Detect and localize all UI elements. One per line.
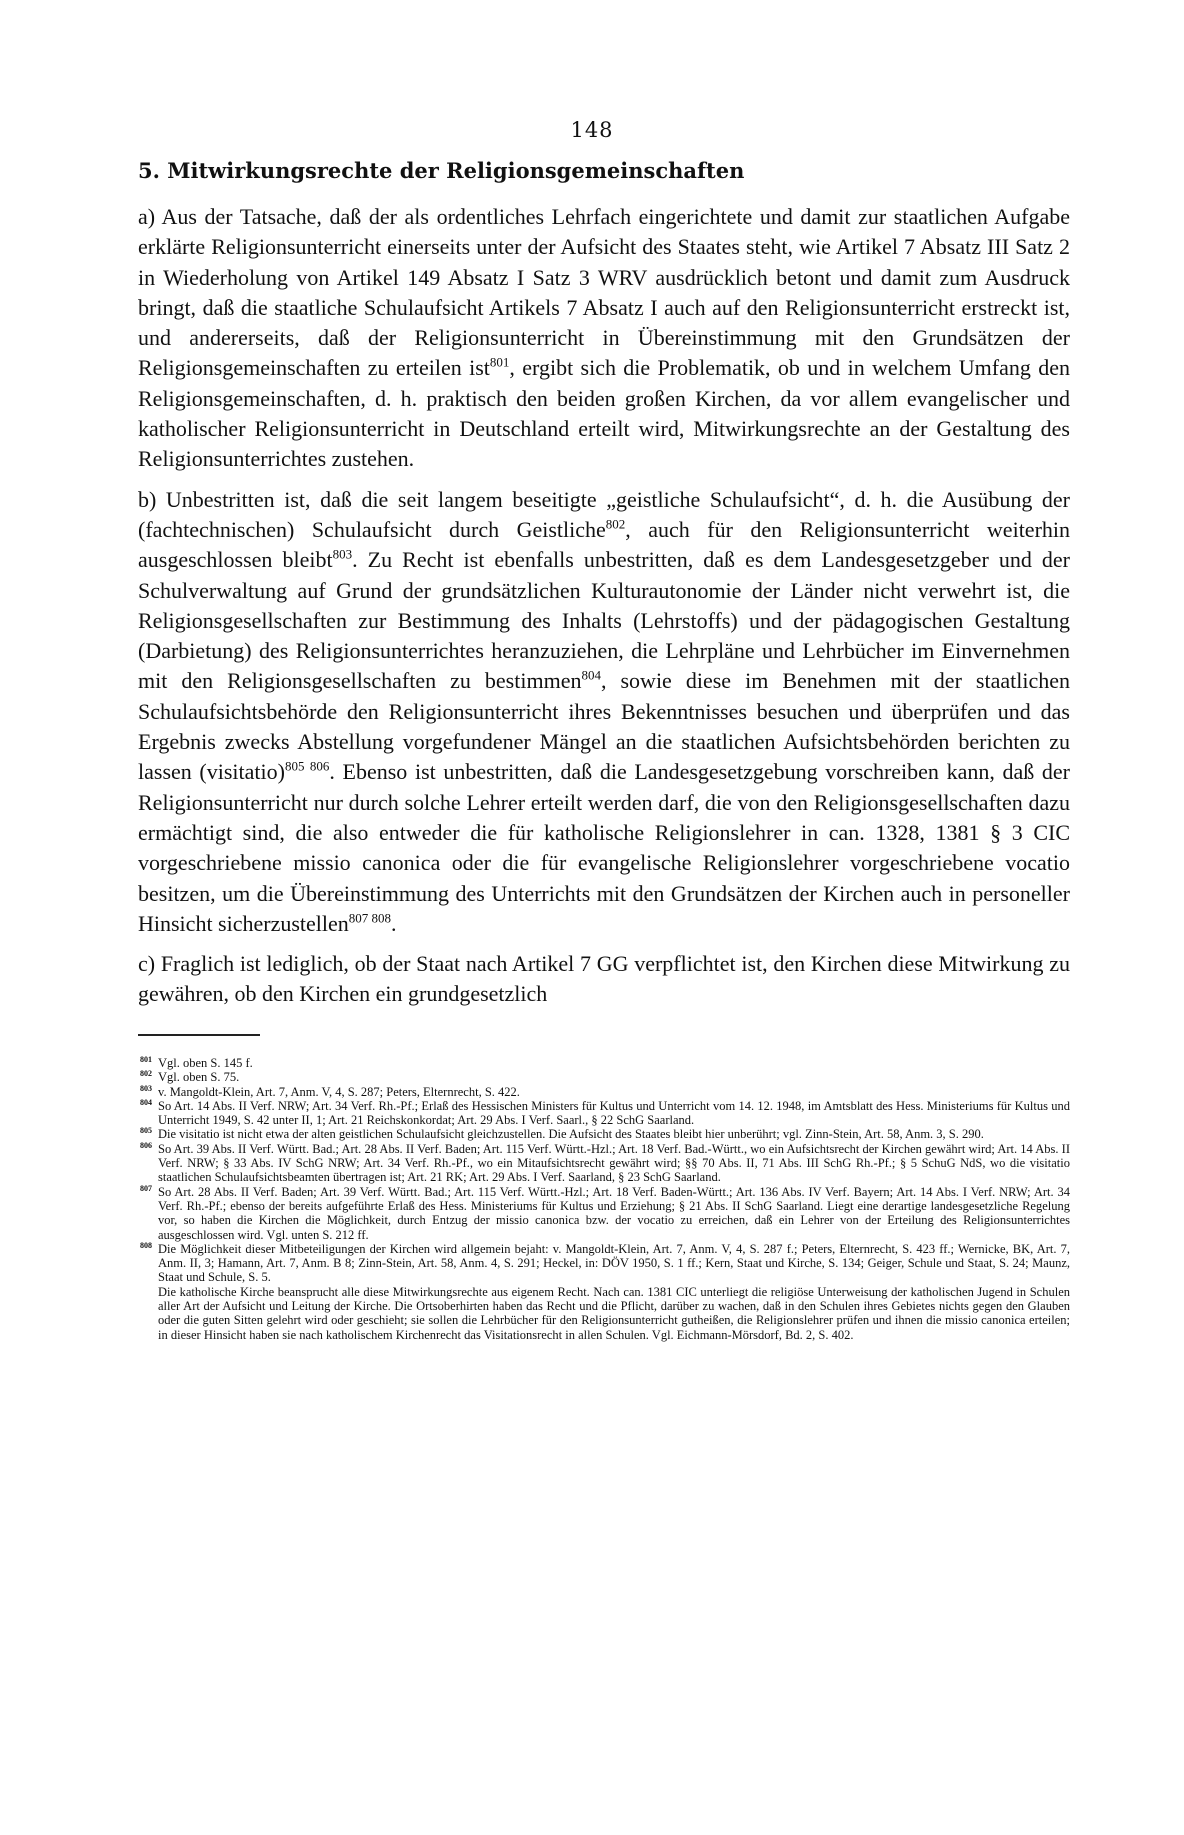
footnote-number: 807 — [140, 1183, 152, 1193]
paragraph-text: b) Unbestritten ist, daß die seit langem beseitigte „geistliche Schulaufsicht“, d. h. die Ausübung der (fachtechnischen) Schulaufsicht durch Geistliche — [138, 486, 1070, 542]
footnote — [140, 1185, 1070, 1242]
footnote-reference[interactable]: 805 806 — [284, 759, 330, 775]
footnote-number: 806 — [140, 1140, 152, 1150]
footnote-text: So Art. 14 Abs. II Verf. NRW; Art. 34 Verf. Rh.-Pf.; Erlaß des Hessischen Ministers für Kultus und Unterricht vom 14. 12. 1948, im Amtsblatt des Hess. Ministeriums für Kultus und Unterricht 1949, S. 42 unter II, 1; Art. 21 Reichskonkordat; Art. 29 Abs. I Verf. Saarl., § 22 SchG Saarland. — [158, 1098, 1070, 1128]
paragraph-text: , auch für den Religionsunterricht weiterhin ausgeschlossen bleibt — [138, 516, 1071, 573]
body-text — [138, 202, 1070, 1020]
footnote-reference[interactable]: 804 — [581, 668, 601, 684]
footnote-number: 803 — [140, 1083, 152, 1093]
footnote-text: Vgl. oben S. 75. — [158, 1070, 240, 1085]
footnote-text-continued: Die katholische Kirche beansprucht alle diese Mitwirkungsrechte aus eigenem Recht. Nach can. 1381 CIC unterliegt die religiöse Unterweisung der katholischen Jugend in Schulen aller Art der Aufsicht und Leitung der Kirche. Die Ortsoberhirten haben das Recht und die Pflicht, darüber zu wachen, daß in den Schulen ihres Gebietes nichts gegen den Glauben oder die guten Sitten gelehrt wird oder geschieht; sie sollen die Lehrbücher für den Religionsunterricht gutheißen, die Religionslehrer prüfen und ihnen die missio canonica erteilen; in dieser Hinsicht haben sie nach katholischem Kirchenrecht das Visitationsrecht in allen Schulen. Vgl. Eichmann-Mörsdorf, Bd. 2, S. 402. — [158, 1284, 1070, 1342]
footnote-reference[interactable]: 802 — [605, 516, 626, 532]
paragraph-text: . — [391, 910, 397, 936]
footnote-number: 801 — [140, 1055, 152, 1064]
footnote-number: 805 — [140, 1126, 152, 1136]
paragraph-a — [138, 202, 1070, 475]
footnote-reference[interactable]: 807 808 — [348, 910, 392, 926]
footnote — [140, 1056, 1070, 1070]
footnote-text: So Art. 39 Abs. II Verf. Württ. Bad.; Art. 28 Abs. II Verf. Baden; Art. 115 Verf. Württ.-Hzl.; Art. 18 Verf. Bad.-Württ., wo ein Aufsichtsrecht der Kirchen gewährt wird; Art. 14 Abs. II Verf. NRW; § 33 Abs. IV SchG NRW; Art. 34 Verf. Rh.-Pf., wo ein Mitaufsichtsrecht gewährt wird; §§ 70 Abs. II, 71 Abs. III SchG Rh.-Pf.; § 5 SchuG NdS, wo die visitatio staatlichen Schulaufsichtsbeamten übertragen ist; Art. 21 RK; Art. 29 Abs. I Verf. Saarland, § 23 SchG Saarland. — [158, 1141, 1070, 1185]
section-heading: 5. Mitwirkungsrechte der Religionsgemeinschaften — [138, 158, 745, 183]
footnote — [140, 1099, 1070, 1128]
footnote-text: Die visitatio ist nicht etwa der alten geistlichen Schulaufsicht gleichzustellen. Die Aufsicht des Staates bleibt hier unberührt; vgl. Zinn-Stein, Art. 58, Anm. 3, S. 290. — [158, 1127, 984, 1142]
paragraph-c — [138, 949, 1070, 1010]
footnote — [140, 1242, 1070, 1342]
footnote — [140, 1070, 1070, 1084]
paragraph-text: a) Aus der Tatsache, daß der als ordentliches Lehrfach eingerichtete und damit zur staatlichen Aufgabe erklärte Religionsunterricht einerseits unter der Aufsicht des Staates steht, wie Artikel 7 Absatz III Satz 2 in Wiederholung von Artikel 149 Absatz I Satz 3 WRV ausdrücklich betont und damit zum Ausdruck bringt, daß die staatliche Schulaufsicht Artikels 7 Absatz I auch auf den Religionsunterricht erstreckt ist, und andererseits, daß der Religionsunterricht in Übereinstimmung mit den Grundsätzen der Religionsgemeinschaften zu erteilen ist — [138, 204, 1070, 381]
paragraph-text: . Ebenso ist unbestritten, daß die Landesgesetzgebung vorschreiben kann, daß der Religionsunterricht nur durch solche Lehrer erteilt werden darf, die von den Religionsgesellschaften dazu ermächtigt sind, die also entweder die für katholische Religionslehrer in can. 1328, 1381 § 3 CIC vorgeschriebene missio canonica oder die für evangelische Religionslehrer vorgeschriebene vocatio besitzen, um die Übereinstimmung des Unterrichts mit den Grundsätzen der Kirchen auch in personeller Hinsicht sicherzustellen — [138, 759, 1070, 936]
page-number: 148 — [570, 118, 614, 142]
footnote-number: 802 — [140, 1069, 152, 1079]
footnote-number: 808 — [140, 1240, 152, 1250]
footnote — [140, 1085, 1070, 1099]
footnote-divider — [138, 1034, 260, 1036]
footnotes — [140, 1056, 1070, 1342]
paragraph-text: , sowie diese im Benehmen mit der staatlichen Schulaufsichtsbehörde den Religionsunterricht ihres Bekenntnisses besuchen und überprüfen und das Ergebnis zwecks Abstellung vorgefundener Mängel an die staatlichen Aufsichtsbehörden berichten zu lassen (visitatio) — [138, 668, 1070, 785]
footnote-reference[interactable]: 801 — [489, 355, 510, 371]
footnote-reference[interactable]: 803 — [332, 546, 353, 562]
footnote-text: Die Möglichkeit dieser Mitbeteiligungen der Kirchen wird allgemein bejaht: v. Mangoldt-Klein, Art. 7, Anm. V, 4, S. 287 f.; Peters, Elternrecht, S. 423 ff.; Wernicke, BK, Art. 7, Anm. II, 3; Hamann, Art. 7, Anm. B 8; Zinn-Stein, Art. 58, Anm. 4, S. 291; Heckel, in: DÖV 1950, S. 1 ff.; Kern, Staat und Kirche, S. 134; Geiger, Schule und Staat, S. 24; Maunz, Staat und Schule, S. 5. — [158, 1241, 1070, 1285]
footnote-text: Vgl. oben S. 145 f. — [158, 1056, 253, 1070]
paragraph-text: , ergibt sich die Problematik, ob und in welchem Umfang den Religionsgemeinschaften, d. h. praktisch den beiden großen Kirchen, da vor allem evangelischer und katholischer Religionsunterricht in Deutschland erteilt wird, Mitwirkungsrechte an der Gestaltung des Religionsunterrichtes zustehen. — [138, 355, 1070, 472]
footnote — [140, 1127, 1070, 1141]
paragraph-b — [138, 485, 1070, 939]
footnote-number: 804 — [140, 1097, 152, 1107]
paragraph-text: c) Fraglich ist lediglich, ob der Staat nach Artikel 7 GG verpflichtet ist, den Kirchen diese Mitwirkung zu gewähren, ob den Kirchen ein grundgesetzlich — [138, 951, 1070, 1007]
footnote-text: So Art. 28 Abs. II Verf. Baden; Art. 39 Verf. Württ. Bad.; Art. 115 Verf. Württ.-Hzl.; Art. 18 Verf. Baden-Württ.; Art. 136 Abs. IV Verf. Bayern; Art. 14 Abs. I Verf. NRW; Art. 34 Verf. Rh.-Pf.; ebenso der bereits aufgeführte Erlaß des Hess. Ministeriums für Kultus und Erziehung; § 21 Abs. II SchG Saarland. Liegt eine derartige landesgesetzliche Regelung vor, so haben die Kirchen die Möglichkeit, durch Entzug der missio canonica bzw. der vocatio zu erreichen, daß ein Lehrer von der Erteilung des Religionsunterrichtes ausgeschlossen wird. Vgl. unten S. 212 ff. — [158, 1184, 1070, 1242]
footnote-text: v. Mangoldt-Klein, Art. 7, Anm. V, 4, S. 287; Peters, Elternrecht, S. 422. — [158, 1084, 520, 1099]
paragraph-text: . Zu Recht ist ebenfalls unbestritten, daß es dem Landesgesetzgeber und der Schulverwaltung auf Grund der grundsätzlichen Kulturautonomie der Länder nicht verwehrt ist, die Religionsgesellschaften zur Bestimmung des Inhalts (Lehrstoffs) und der pädagogischen Gestaltung (Darbietung) des Religionsunterrichtes heranzuziehen, die Lehrpläne und Lehrbücher im Einvernehmen mit den Religionsgesellschaften zu bestimmen — [138, 547, 1070, 694]
footnote — [140, 1142, 1070, 1185]
